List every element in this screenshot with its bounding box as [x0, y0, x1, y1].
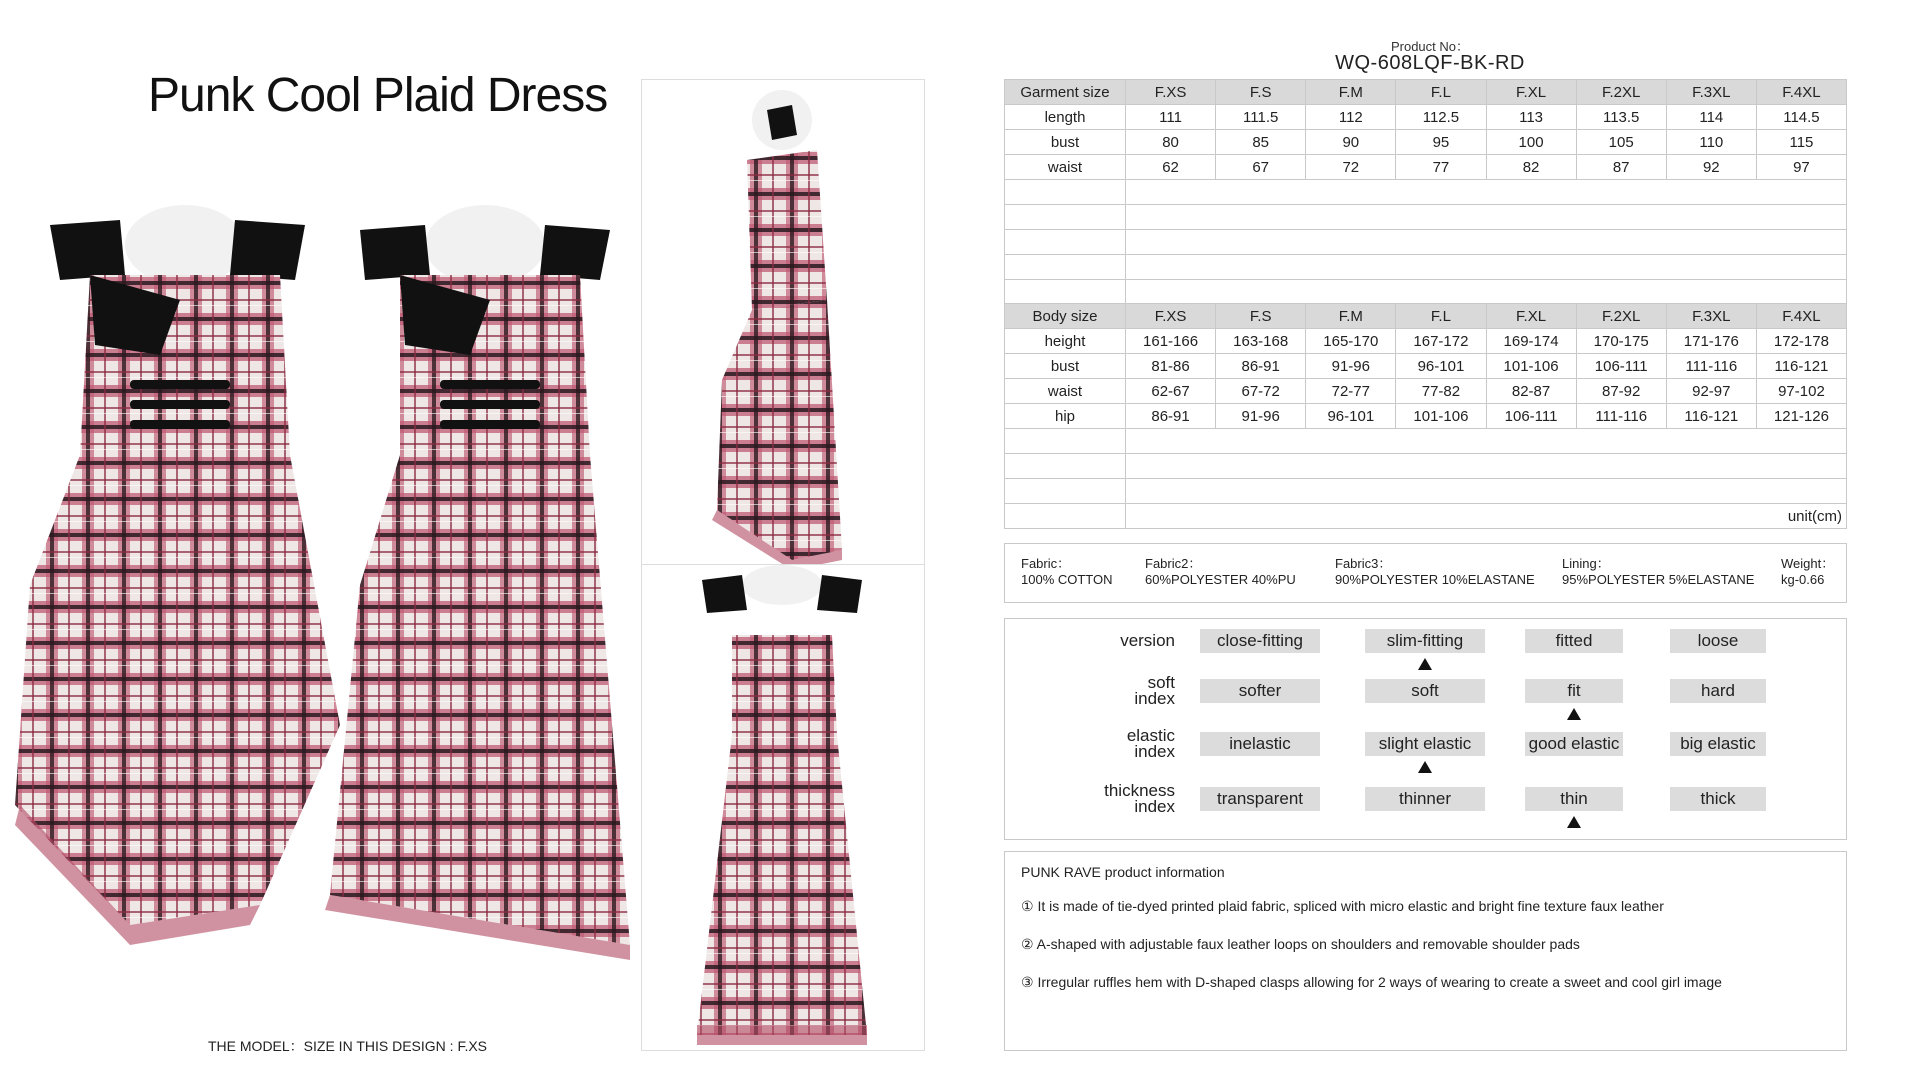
table-cell: 172-178 [1756, 329, 1846, 354]
header-cell: F.S [1216, 80, 1306, 105]
version-option: close-fitting [1200, 629, 1320, 653]
header-cell: F.XL [1486, 304, 1576, 329]
row-label: bust [1005, 130, 1126, 155]
thickness-index-option: thinner [1365, 787, 1485, 811]
thickness-index-selected-marker-icon [1567, 816, 1581, 828]
info-item: ③ Irregular ruffles hem with D-shaped clasps allowing for 2 ways of wearing to create a sweet and cool girl image [1021, 974, 1722, 990]
table-cell: 90 [1306, 130, 1396, 155]
elastic-index-selected-marker-icon [1418, 761, 1432, 773]
row-label: height [1005, 329, 1126, 354]
product-info-box [1004, 851, 1847, 1051]
table-cell: 110 [1666, 130, 1756, 155]
back-view-frame [641, 564, 925, 1051]
table-cell: 116-121 [1756, 354, 1846, 379]
row-label: bust [1005, 354, 1126, 379]
lining [1562, 556, 1754, 588]
header-cell: F.4XL [1756, 80, 1846, 105]
empty-row [1005, 205, 1847, 230]
front-dress-photo-b [320, 205, 640, 965]
header-cell: Body size [1005, 304, 1126, 329]
empty-row [1005, 454, 1847, 479]
table-cell: 170-175 [1576, 329, 1666, 354]
back-dress-photo [642, 565, 924, 1050]
weight [1781, 556, 1834, 588]
table-cell: 86-91 [1126, 404, 1216, 429]
fabric-2-value: 60%POLYESTER 40%PU [1145, 572, 1296, 587]
table-cell: 72 [1306, 155, 1396, 180]
table-cell: 77-82 [1396, 379, 1486, 404]
version-label: version [1120, 631, 1175, 650]
table-cell: 85 [1216, 130, 1306, 155]
fabric-1-value: 100% COTTON [1021, 572, 1113, 587]
table-cell: 111-116 [1576, 404, 1666, 429]
unit-label: unit(cm) [1126, 504, 1847, 529]
side-dress-photo [642, 80, 924, 565]
elastic-index-option: good elastic [1525, 732, 1623, 756]
table-cell: 116-121 [1666, 404, 1756, 429]
table-cell: 80 [1126, 130, 1216, 155]
table-cell: 97-102 [1756, 379, 1846, 404]
empty-row [1005, 280, 1847, 305]
table-cell: 112 [1306, 105, 1396, 130]
soft-index-option: hard [1670, 679, 1766, 703]
table-cell: 87 [1576, 155, 1666, 180]
info-heading: PUNK RAVE product information [1021, 864, 1225, 880]
table-cell: 161-166 [1126, 329, 1216, 354]
soft-index-selected-marker-icon [1567, 708, 1581, 720]
version-option: slim-fitting [1365, 629, 1485, 653]
table-cell: 112.5 [1396, 105, 1486, 130]
table-cell: 67-72 [1216, 379, 1306, 404]
table-cell: 114 [1666, 105, 1756, 130]
table-cell: 92 [1666, 155, 1756, 180]
header-cell: F.3XL [1666, 304, 1756, 329]
info-item: ① It is made of tie-dyed printed plaid fabric, spliced with micro elastic and bright fine texture faux leather [1021, 898, 1664, 914]
fabric-2-label: Fabric2： [1145, 556, 1202, 571]
header-cell: F.M [1306, 304, 1396, 329]
table-cell: 96-101 [1396, 354, 1486, 379]
table-row [1005, 354, 1847, 379]
model-size-note: THE MODEL：SIZE IN THIS DESIGN : F.XS [208, 1038, 488, 1054]
empty-row [1005, 429, 1847, 454]
soft-index-option: fit [1525, 679, 1623, 703]
empty-row [1005, 255, 1847, 280]
product-number: WQ-608LQF-BK-RD [1335, 52, 1525, 74]
header-cell: F.M [1306, 80, 1396, 105]
fabric-3-value: 90%POLYESTER 10%ELASTANE [1335, 572, 1535, 587]
table-cell: 92-97 [1666, 379, 1756, 404]
table-cell: 114.5 [1756, 105, 1846, 130]
empty-row [1005, 479, 1847, 504]
row-label: waist [1005, 155, 1126, 180]
table-cell: 97 [1756, 155, 1846, 180]
table-cell: 111-116 [1666, 354, 1756, 379]
header-cell: F.4XL [1756, 304, 1846, 329]
fabric-3 [1335, 556, 1535, 588]
version-option: loose [1670, 629, 1766, 653]
header-cell: F.L [1396, 304, 1486, 329]
elastic-index-option: inelastic [1200, 732, 1320, 756]
table-row [1005, 329, 1847, 354]
table-cell: 87-92 [1576, 379, 1666, 404]
header-cell: F.XL [1486, 80, 1576, 105]
table-cell: 111 [1126, 105, 1216, 130]
header-cell: F.XS [1126, 80, 1216, 105]
table-cell: 167-172 [1396, 329, 1486, 354]
empty-row [1005, 180, 1847, 205]
row-label: hip [1005, 404, 1126, 429]
fabric-1 [1021, 556, 1113, 588]
soft-index-label: soft index [1134, 673, 1175, 708]
unit-row [1005, 504, 1847, 529]
weight-label: Weight： [1781, 556, 1835, 571]
header-cell: F.2XL [1576, 304, 1666, 329]
version-selected-marker-icon [1418, 658, 1432, 670]
header-cell: F.L [1396, 80, 1486, 105]
header-cell: Garment size [1005, 80, 1126, 105]
row-label: waist [1005, 379, 1126, 404]
table-cell: 72-77 [1306, 379, 1396, 404]
table-cell: 111.5 [1216, 105, 1306, 130]
elastic-index-option: big elastic [1670, 732, 1766, 756]
table-cell: 101-106 [1486, 354, 1576, 379]
table-cell: 106-111 [1486, 404, 1576, 429]
header-cell: F.3XL [1666, 80, 1756, 105]
header-cell: F.2XL [1576, 80, 1666, 105]
table-row [1005, 130, 1847, 155]
table-cell: 163-168 [1216, 329, 1306, 354]
table-cell: 95 [1396, 130, 1486, 155]
info-item: ② A-shaped with adjustable faux leather loops on shoulders and removable shoulder pads [1021, 936, 1580, 952]
table-cell: 62-67 [1126, 379, 1216, 404]
thickness-index-option: thick [1670, 787, 1766, 811]
table-cell: 165-170 [1306, 329, 1396, 354]
table-cell: 105 [1576, 130, 1666, 155]
header-cell: F.S [1216, 304, 1306, 329]
product-number-label: Product No： [1390, 39, 1470, 54]
table-cell: 101-106 [1396, 404, 1486, 429]
side-view-frame [641, 79, 925, 566]
fabric-composition-box [1004, 543, 1847, 603]
table-row [1005, 379, 1847, 404]
body-size-table [1004, 303, 1847, 529]
row-label: length [1005, 105, 1126, 130]
table-row [1005, 404, 1847, 429]
table-cell: 82 [1486, 155, 1576, 180]
table-cell: 121-126 [1756, 404, 1846, 429]
front-dress-photo-a [10, 205, 350, 945]
elastic-index-option: slight elastic [1365, 732, 1485, 756]
fabric-3-label: Fabric3： [1335, 556, 1392, 571]
table-cell: 91-96 [1216, 404, 1306, 429]
thickness-index-label: thickness index [1104, 781, 1175, 816]
page-title: Punk Cool Plaid Dress [148, 69, 608, 122]
header-cell: F.XS [1126, 304, 1216, 329]
thickness-index-option: transparent [1200, 787, 1320, 811]
table-cell: 113 [1486, 105, 1576, 130]
soft-index-option: softer [1200, 679, 1320, 703]
table-cell: 96-101 [1306, 404, 1396, 429]
empty-row [1005, 230, 1847, 255]
table-cell: 115 [1756, 130, 1846, 155]
table-header-row [1005, 80, 1847, 105]
thickness-index-option: thin [1525, 787, 1623, 811]
table-cell: 106-111 [1576, 354, 1666, 379]
table-cell: 169-174 [1486, 329, 1576, 354]
table-cell: 62 [1126, 155, 1216, 180]
fit-index-box [1004, 618, 1847, 840]
table-cell: 113.5 [1576, 105, 1666, 130]
lining-value: 95%POLYESTER 5%ELASTANE [1562, 572, 1755, 587]
elastic-index-label: elastic index [1126, 726, 1175, 761]
garment-size-table [1004, 79, 1847, 305]
table-cell: 82-87 [1486, 379, 1576, 404]
table-cell: 77 [1396, 155, 1486, 180]
table-cell: 86-91 [1216, 354, 1306, 379]
table-cell: 67 [1216, 155, 1306, 180]
table-row [1005, 155, 1847, 180]
table-cell: 91-96 [1306, 354, 1396, 379]
soft-index-option: soft [1365, 679, 1485, 703]
table-cell: 171-176 [1666, 329, 1756, 354]
table-header-row [1005, 304, 1847, 329]
lining-label: Lining： [1562, 556, 1610, 571]
table-cell: 81-86 [1126, 354, 1216, 379]
table-cell: 100 [1486, 130, 1576, 155]
version-option: fitted [1525, 629, 1623, 653]
weight-value: kg-0.66 [1781, 572, 1825, 587]
table-row [1005, 105, 1847, 130]
fabric-2 [1145, 556, 1296, 588]
fabric-1-label: Fabric： [1021, 556, 1071, 571]
